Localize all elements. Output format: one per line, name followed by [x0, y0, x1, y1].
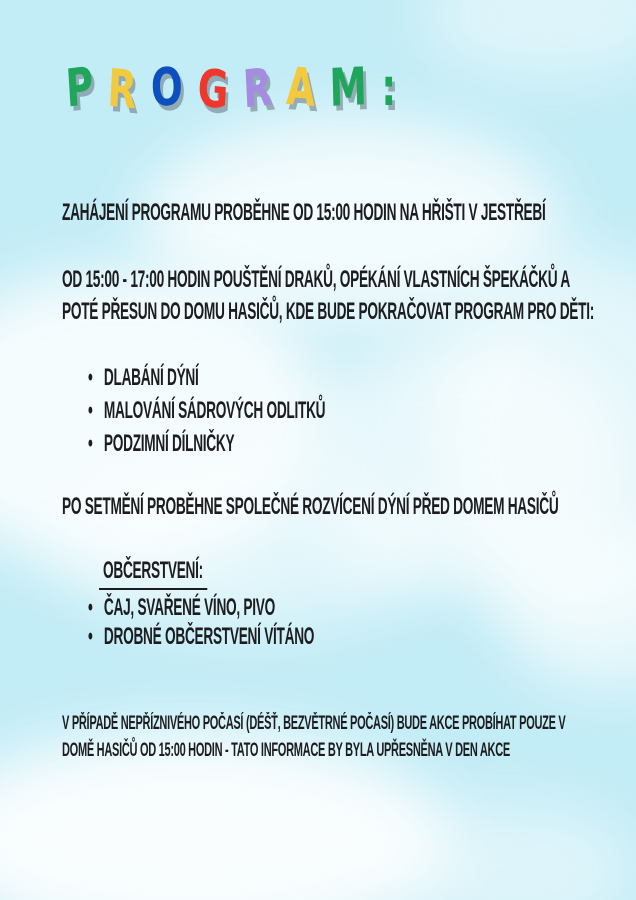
list-item-label: ČAJ, SVAŘENÉ VÍNO, PIVO: [103, 594, 275, 621]
title-letter: :: [381, 58, 397, 118]
bullet-icon: •: [88, 397, 93, 424]
list-item-label: DLABÁNÍ DÝNÍ: [103, 364, 199, 391]
title-letter: A: [284, 56, 317, 120]
evening-paragraph: PO SETMĚNÍ PROBĚHNE SPOLEČNÉ ROZVÍCENÍ DÝNÍ PŘED DOMEM HASIČŮ: [62, 493, 559, 520]
weather-note-line: V PŘÍPADĚ NEPŘÍZNIVÉHO POČASÍ (DÉŠŤ, BEZVĚTRNÉ POČASÍ) BUDE AKCE PROBÍHAT POUZE V: [62, 713, 566, 734]
refreshments-heading: [99, 556, 208, 590]
bullet-icon: •: [88, 364, 93, 391]
schedule-line: POTÉ PŘESUN DO DOMU HASIČŮ, KDE BUDE POKRAČOVAT PROGRAM PRO DĚTI:: [62, 298, 594, 325]
bullet-icon: •: [88, 594, 93, 621]
afternoon-schedule-paragraph: [62, 264, 594, 328]
bullet-icon: •: [88, 623, 93, 650]
list-item-label: PODZIMNÍ DÍLNIČKY: [103, 430, 235, 457]
list-item: [88, 622, 314, 651]
list-item-label: MALOVÁNÍ SÁDROVÝCH ODLITKŮ: [103, 397, 326, 424]
children-activities-list: [88, 361, 325, 460]
title-letter: P: [64, 56, 96, 120]
title-letter: R: [241, 57, 274, 121]
weather-note-line: DOMĚ HASIČŮ OD 15:00 HODIN - TATO INFORMACE BY BYLA UPŘESNĚNA V DEN AKCE: [62, 740, 510, 761]
title-letter: R: [106, 58, 139, 122]
list-item: [88, 394, 325, 427]
title-letter: O: [150, 56, 185, 120]
refreshments-heading-label: OBČERSTVENÍ:: [99, 556, 208, 590]
list-item: [88, 593, 314, 622]
list-item: [88, 427, 325, 460]
title-letter: G: [195, 58, 231, 122]
list-item-label: DROBNÉ OBČERSTVENÍ VÍTÁNO: [103, 623, 315, 650]
title-letter: M: [328, 57, 369, 119]
poster-title: [64, 56, 397, 122]
list-item: [88, 361, 325, 394]
bullet-icon: •: [88, 430, 93, 457]
cloud-icon: [420, 0, 636, 80]
weather-note-paragraph: [62, 710, 565, 764]
schedule-line: OD 15:00 - 17:00 HODIN POUŠTĚNÍ DRAKŮ, OPÉKÁNÍ VLASTNÍCH ŠPEKÁČKŮ A: [62, 266, 570, 293]
refreshments-list: [88, 593, 314, 651]
intro-paragraph: ZAHÁJENÍ PROGRAMU PROBĚHNE OD 15:00 HODIN NA HŘIŠTI V JESTŘEBÍ: [62, 199, 546, 226]
